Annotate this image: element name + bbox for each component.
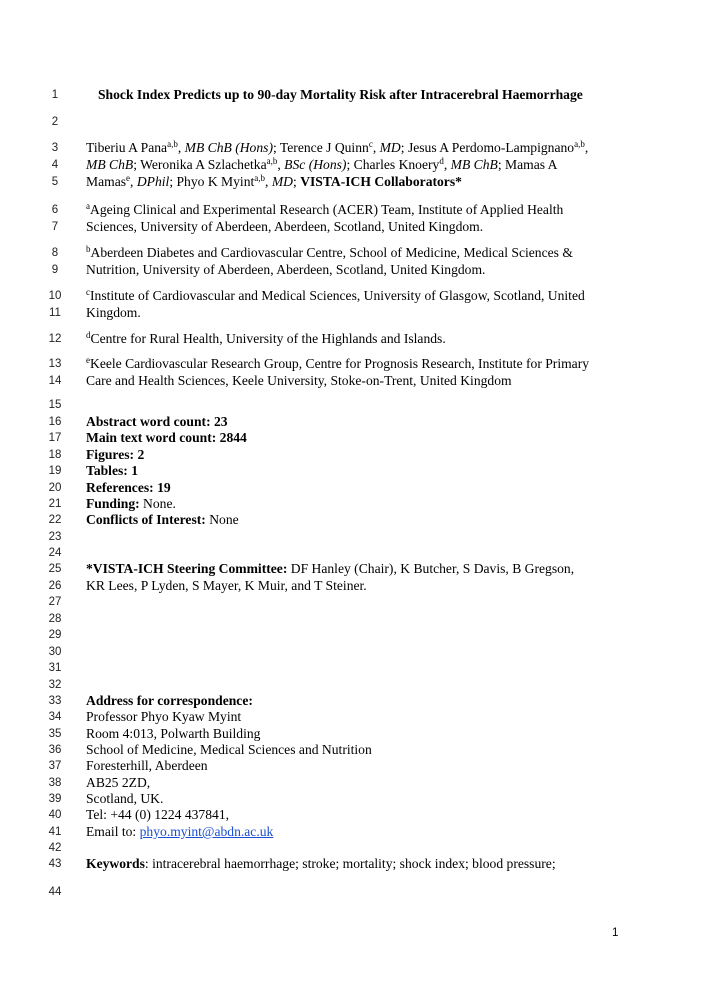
text-run: , [372, 140, 380, 155]
page-number: 1 [612, 927, 619, 939]
document-line [0, 244, 707, 262]
text-run: ; Mamas A [497, 157, 558, 172]
text-run: Foresterhill, Aberdeen [86, 758, 208, 773]
line-number: 3 [51, 142, 59, 154]
text-run: Centre for Rural Health, University of the Highlands and Islands. [90, 331, 446, 346]
superscript-affiliation: c [368, 139, 373, 149]
text-run: Email to: [86, 824, 140, 839]
line-number: 11 [49, 307, 61, 319]
document-line [0, 330, 707, 348]
line-text [86, 355, 589, 373]
text-run: Mamas [86, 174, 127, 189]
line-text [86, 511, 239, 529]
line-number: 19 [48, 465, 62, 477]
text-run: Room 4:013, Polwarth Building [86, 726, 261, 741]
line-text [86, 139, 588, 157]
text-run: ; Weronika A Szlachetka [133, 157, 267, 172]
line-text [86, 330, 446, 348]
line-number: 30 [48, 646, 62, 658]
text-run: AB25 2ZD, [86, 775, 151, 790]
text-run: ; Jesus A Perdomo-Lampignano [400, 140, 575, 155]
line-text [86, 287, 585, 305]
line-number: 10 [48, 290, 62, 302]
text-run: MB ChB (Hons) [184, 140, 273, 155]
document-line [0, 511, 707, 529]
line-text [86, 462, 138, 480]
document-line [0, 855, 707, 873]
text-run: School of Medicine, Medical Sciences and Nutrition [86, 742, 372, 757]
line-text [86, 304, 141, 322]
document-line [0, 113, 707, 131]
text-run: Aberdeen Diabetes and Cardiovascular Centre, School of Medicine, Medical Sciences & [90, 245, 573, 260]
line-text [86, 560, 574, 578]
document-line [0, 304, 707, 322]
document-line [0, 757, 707, 775]
text-run: ; Phyo K Myint [169, 174, 255, 189]
text-run: MD [379, 140, 401, 155]
text-run: KR Lees, P Lyden, S Mayer, K Muir, and T Steiner. [86, 578, 367, 593]
text-run: Funding: [86, 496, 140, 511]
line-number: 39 [48, 793, 62, 805]
line-number: 33 [48, 695, 62, 707]
text-run: *VISTA-ICH Steering Committee: [86, 561, 288, 576]
text-run: DPhil [136, 174, 170, 189]
line-text [86, 173, 462, 191]
superscript-affiliation: d [86, 330, 91, 340]
line-text [86, 708, 241, 726]
line-number: 1 [51, 89, 59, 101]
line-number: 32 [48, 679, 62, 691]
document-line [0, 462, 707, 480]
text-run: Kingdom. [86, 305, 141, 320]
line-text [86, 261, 485, 279]
document-line [0, 201, 707, 219]
line-text [86, 429, 247, 447]
line-number: 21 [48, 498, 62, 510]
text-run: Address for correspondence: [86, 693, 253, 708]
line-number: 14 [48, 375, 62, 387]
document-line [0, 139, 707, 157]
line-text [86, 372, 512, 390]
line-text [86, 201, 563, 219]
line-number: 8 [51, 247, 59, 259]
line-number: 25 [48, 563, 62, 575]
text-run: References: 19 [86, 480, 171, 495]
text-run: Sciences, University of Aberdeen, Aberdeen, Scotland, United Kingdom. [86, 219, 484, 234]
line-number: 17 [48, 432, 62, 444]
text-run: , [130, 174, 137, 189]
superscript-affiliation: d [439, 156, 444, 166]
document-line [0, 86, 707, 104]
text-run: Tel: +44 (0) 1224 437841, [86, 807, 230, 822]
document-line [0, 396, 707, 414]
superscript-affiliation: a [86, 201, 90, 211]
superscript-affiliation: c [86, 287, 90, 297]
line-number: 37 [48, 760, 62, 772]
superscript-affiliation: b [86, 244, 91, 254]
text-run: MB ChB [86, 157, 134, 172]
text-run: Tiberiu A Pana [86, 140, 168, 155]
line-text [86, 855, 556, 873]
document-line [0, 261, 707, 279]
line-number: 2 [51, 116, 59, 128]
text-run: , [177, 140, 185, 155]
line-number: 20 [48, 482, 62, 494]
text-run: BSc (Hons) [284, 157, 347, 172]
text-run: , [584, 140, 589, 155]
document-line [0, 659, 707, 677]
text-run: DF Hanley (Chair), K Butcher, S Davis, B Gregson, [287, 561, 575, 576]
text-run: VISTA-ICH Collaborators* [300, 174, 462, 189]
line-number: 4 [51, 159, 59, 171]
line-text [86, 218, 483, 236]
line-number: 43 [48, 858, 62, 870]
line-number: 15 [48, 399, 62, 411]
line-number: 34 [48, 711, 62, 723]
document-line [0, 372, 707, 390]
document-line [0, 429, 707, 447]
text-run: Keywords [86, 856, 145, 871]
document-line [0, 708, 707, 726]
line-number: 29 [48, 629, 62, 641]
line-number: 5 [51, 176, 59, 188]
line-number: 41 [48, 826, 62, 838]
paper-title [98, 86, 583, 104]
line-text [86, 244, 573, 262]
text-run: Institute of Cardiovascular and Medical Sciences, University of Glasgow, Scotland, United [90, 288, 585, 303]
document-line [0, 355, 707, 373]
document-line [0, 156, 707, 174]
email-link[interactable]: phyo.myint@abdn.ac.uk [139, 824, 274, 839]
document-line [0, 626, 707, 644]
superscript-affiliation: a,b [254, 173, 266, 183]
document-line [0, 287, 707, 305]
text-run: Abstract word count: 23 [86, 414, 228, 429]
line-number: 13 [48, 358, 62, 370]
text-run: , [277, 157, 285, 172]
document-line [0, 806, 707, 824]
text-run: , [265, 174, 272, 189]
document-line [0, 218, 707, 236]
text-run: Main text word count: 2844 [86, 430, 247, 445]
text-run: ; Terence J Quinn [272, 140, 369, 155]
text-run: None. [139, 496, 176, 511]
text-run: : intracerebral haemorrhage; stroke; mortality; shock index; blood pressure; [144, 856, 556, 871]
text-run: Tables: 1 [86, 463, 138, 478]
line-number: 38 [48, 777, 62, 789]
superscript-affiliation: e [86, 355, 90, 365]
text-run: MD [271, 174, 293, 189]
line-number: 12 [48, 333, 62, 345]
text-run: ; [293, 174, 301, 189]
line-number: 18 [48, 449, 62, 461]
text-run: MB ChB [450, 157, 498, 172]
line-text [86, 806, 229, 824]
text-run: Scotland, UK. [86, 791, 164, 806]
superscript-affiliation: a,b [266, 156, 278, 166]
document-line [0, 593, 707, 611]
line-number: 7 [51, 221, 59, 233]
document-line [0, 560, 707, 578]
line-number: 24 [48, 547, 62, 559]
line-number: 27 [48, 596, 62, 608]
text-run: Ageing Clinical and Experimental Research (ACER) Team, Institute of Applied Health [90, 202, 564, 217]
document-line [0, 173, 707, 191]
text-run: Care and Health Sciences, Keele University, Stoke-on-Trent, United Kingdom [86, 373, 512, 388]
line-number: 16 [48, 416, 62, 428]
text-run: , [443, 157, 451, 172]
line-number: 9 [51, 264, 59, 276]
superscript-affiliation: e [126, 173, 131, 183]
line-number: 28 [48, 613, 62, 625]
line-text [86, 156, 558, 174]
superscript-affiliation: a,b [574, 139, 585, 149]
line-number: 42 [48, 842, 62, 854]
line-number: 44 [48, 886, 62, 898]
text-run: ; Charles Knoery [346, 157, 440, 172]
text-run: Figures: 2 [86, 447, 145, 462]
text-run: Nutrition, University of Aberdeen, Aberdeen, Scotland, United Kingdom. [86, 262, 486, 277]
line-text [86, 757, 208, 775]
line-number: 22 [48, 514, 62, 526]
line-number: 35 [48, 728, 62, 740]
superscript-affiliation: a,b [167, 139, 178, 149]
line-number: 40 [48, 809, 62, 821]
line-number: 23 [48, 531, 62, 543]
text-run: Professor Phyo Kyaw Myint [86, 709, 242, 724]
document-line [0, 883, 707, 901]
text-run: Conflicts of Interest: [86, 512, 206, 527]
text-run: Shock Index Predicts up to 90-day Mortality Risk after Intracerebral Haemorrhage [98, 87, 583, 102]
text-run: None [205, 512, 239, 527]
line-number: 31 [48, 662, 62, 674]
text-run: Keele Cardiovascular Research Group, Centre for Prognosis Research, Institute for Primary [90, 356, 590, 371]
line-number: 6 [51, 204, 59, 216]
line-number: 26 [48, 580, 62, 592]
line-number: 36 [48, 744, 62, 756]
